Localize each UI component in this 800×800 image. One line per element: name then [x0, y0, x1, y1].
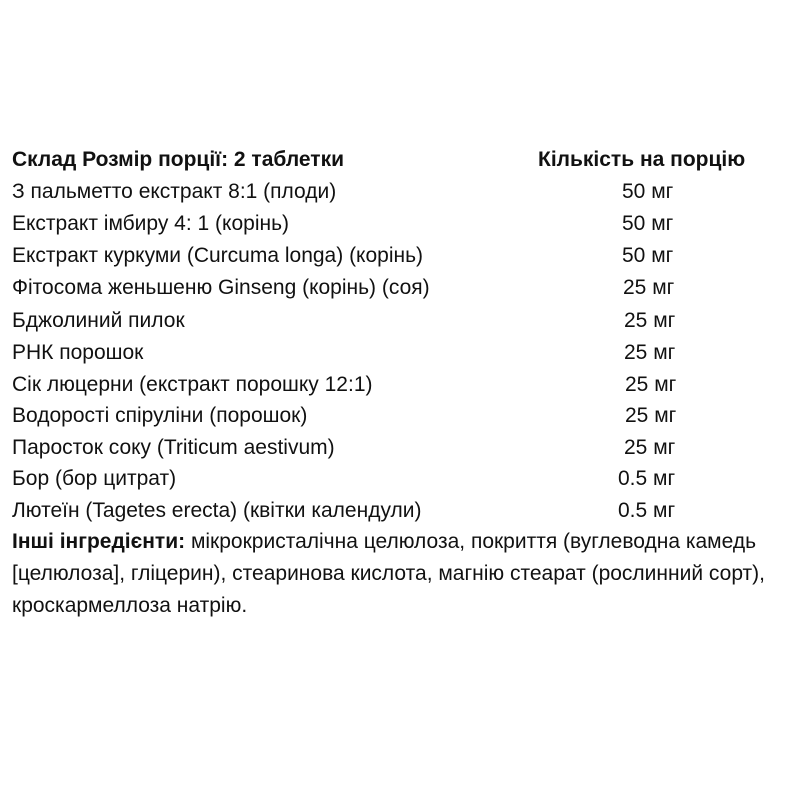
ingredient-name: Фітосома женьшеню Ginseng (корінь) (соя) — [12, 276, 430, 299]
ingredient-name: Бор (бор цитрат) — [12, 467, 177, 490]
ingredient-amount: 25 мг — [625, 404, 677, 427]
ingredient-amount: 50 мг — [622, 212, 674, 235]
other-ingredients-label: Інші інгредієнти: — [12, 530, 186, 553]
ingredient-amount: 25 мг — [625, 373, 677, 396]
ingredient-row — [12, 400, 792, 432]
ingredient-name: Екстракт імбиру 4: 1 (корінь) — [12, 212, 290, 235]
ingredient-amount: 0.5 мг — [618, 499, 676, 522]
other-ingredients — [12, 526, 788, 622]
ingredient-name: З пальметто екстракт 8:1 (плоди) — [12, 180, 337, 203]
ingredient-amount: 25 мг — [624, 309, 676, 332]
ingredient-row — [12, 208, 792, 240]
ingredient-row — [12, 369, 792, 401]
ingredient-row — [12, 463, 792, 495]
ingredient-amount: 0.5 мг — [618, 467, 676, 490]
ingredient-row — [12, 495, 792, 527]
ingredient-amount: 25 мг — [623, 276, 675, 299]
ingredient-row — [12, 305, 792, 337]
ingredient-row — [12, 272, 792, 304]
ingredient-name: Лютеїн (Tagetes erecta) (квітки календули) — [12, 499, 422, 522]
ingredient-name: Сік люцерни (екстракт порошку 12:1) — [12, 373, 373, 396]
facts-header — [12, 144, 792, 176]
header-amount-per-serving: Кількість на порцію — [538, 148, 746, 171]
other-ingredients-text: мікрокристалічна целюлоза, покриття (вуглеводна камедь [целюлоза], гліцерин), стеаринова кислота, магнію стеарат (рослинний сорт), кроскармеллоза натрію. — [12, 530, 765, 617]
ingredient-amount: 25 мг — [624, 341, 676, 364]
ingredient-name: Паросток соку (Triticum aestivum) — [12, 436, 335, 459]
ingredient-name: Водорості спіруліни (порошок) — [12, 404, 308, 427]
ingredient-row — [12, 337, 792, 369]
ingredient-row — [12, 432, 792, 464]
header-serving-size: Склад Розмір порції: 2 таблетки — [12, 148, 345, 171]
ingredient-name: РНК порошок — [12, 341, 144, 364]
ingredient-amount: 50 мг — [622, 244, 674, 267]
ingredient-amount: 50 мг — [622, 180, 674, 203]
ingredient-row — [12, 176, 792, 208]
ingredient-row — [12, 240, 792, 272]
ingredient-name: Бджолиний пилок — [12, 309, 185, 332]
ingredient-amount: 25 мг — [624, 436, 676, 459]
ingredient-name: Екстракт куркуми (Curcuma longa) (корінь) — [12, 244, 424, 267]
